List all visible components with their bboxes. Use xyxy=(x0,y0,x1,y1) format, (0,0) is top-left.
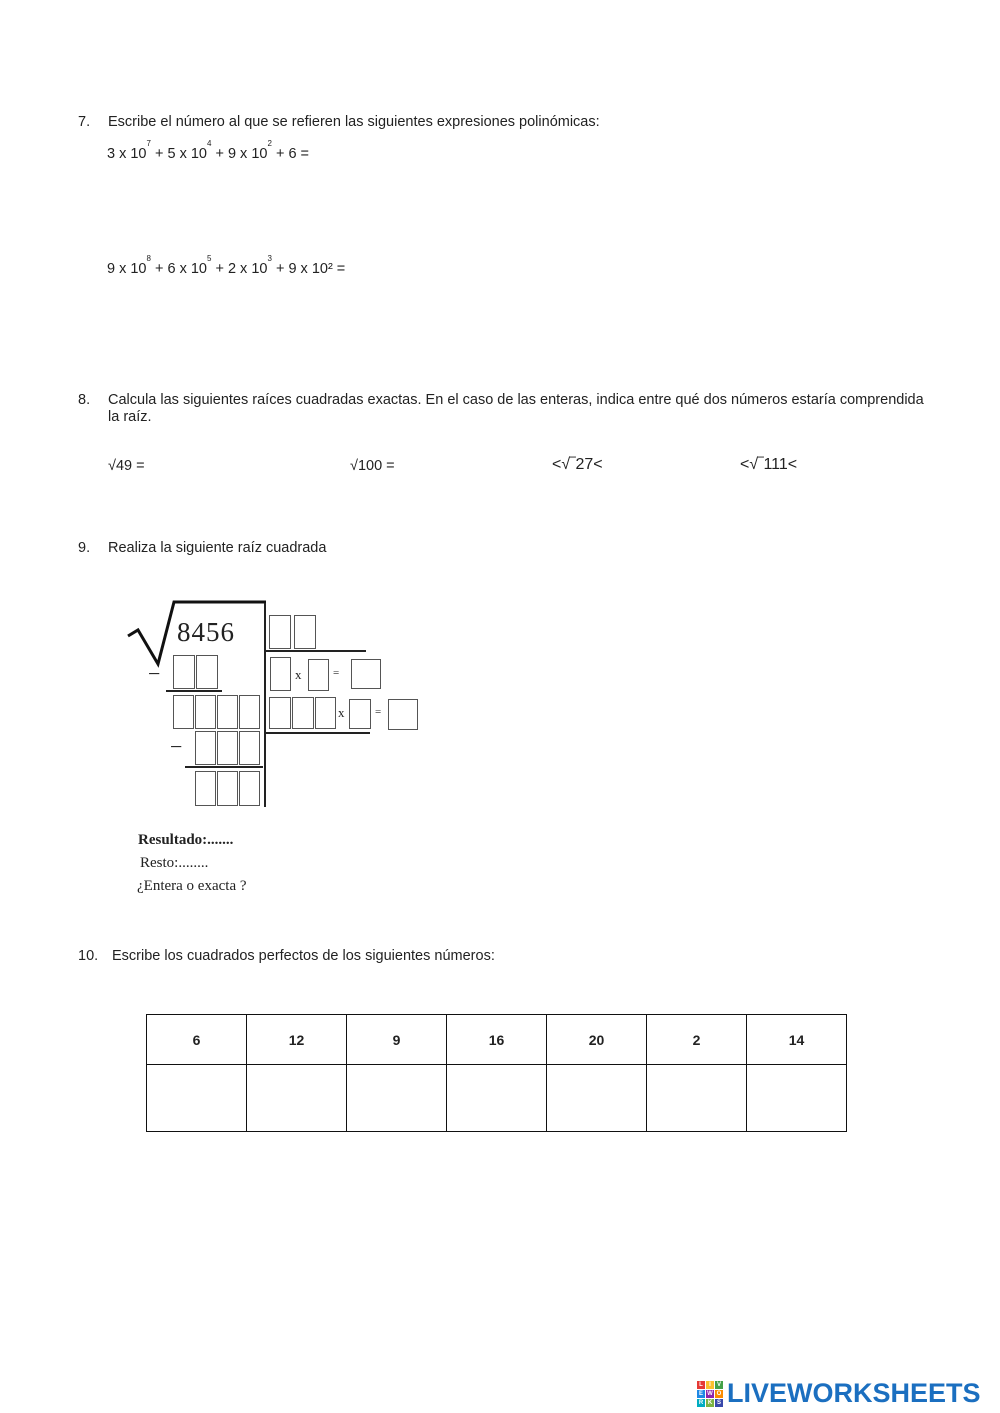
table-header-cell: 9 xyxy=(347,1015,447,1065)
times-sign-2: x xyxy=(338,705,345,720)
helper-box-2a[interactable] xyxy=(269,697,291,729)
q7-answer-2[interactable] xyxy=(360,257,660,281)
subtract-line-1 xyxy=(166,690,222,692)
q8-root-27-range: <√‾27< xyxy=(552,456,603,473)
remainder-box-1b[interactable] xyxy=(195,695,216,729)
helper-box-1b[interactable] xyxy=(308,659,329,691)
remainder-box-1d[interactable] xyxy=(239,695,260,729)
table-header-cell: 14 xyxy=(747,1015,847,1065)
logo-text: LIVEWORKSHEETS xyxy=(727,1378,981,1408)
q9-instruction: Realiza la siguiente raíz cuadrada xyxy=(108,540,327,556)
final-remainder-box-a[interactable] xyxy=(195,771,216,806)
table-header-cell: 12 xyxy=(247,1015,347,1065)
answer-cell[interactable] xyxy=(347,1065,447,1132)
helper-underline xyxy=(266,732,370,734)
table-answer-row xyxy=(147,1065,847,1132)
q10-number: 10. xyxy=(78,948,99,964)
q7-number: 7. xyxy=(78,114,91,130)
q7-expression-1: 3 x $10^7 + 5$ x $10^4 + 9$ x $10^2 + 6$ = xyxy=(107,139,310,162)
q8-instruction-line1: Calcula las siguientes raíces cuadradas exactas. En el caso de las enteras, indica entre qué dos números estaría comprendida xyxy=(108,392,924,408)
helper-box-1a[interactable] xyxy=(270,657,291,691)
minus-sign-1: − xyxy=(148,661,161,686)
q8-number: 8. xyxy=(78,392,91,408)
remainder-box-1c[interactable] xyxy=(217,695,238,729)
helper-box-2b[interactable] xyxy=(292,697,314,729)
liveworksheets-logo xyxy=(697,1378,981,1409)
radicand: 8456 xyxy=(177,617,235,647)
subtract-box-2b[interactable] xyxy=(217,731,238,765)
q8-root-111-range: <√‾111< xyxy=(740,456,798,473)
table-header-cell: 16 xyxy=(447,1015,547,1065)
equals-sign-2: = xyxy=(375,706,382,718)
q7-instruction: Escribe el número al que se refieren las siguientes expresiones polinómicas: xyxy=(108,114,600,130)
subtract-line-2 xyxy=(185,766,263,768)
helper-box-2d[interactable] xyxy=(349,699,371,729)
subtract-box-2c[interactable] xyxy=(239,731,260,765)
root-digit-box-2[interactable] xyxy=(294,615,316,649)
table-header-row xyxy=(147,1015,847,1065)
subtract-box-2a[interactable] xyxy=(195,731,216,765)
table-header-cell: 2 xyxy=(647,1015,747,1065)
divider-vertical xyxy=(264,603,266,807)
minus-sign-2: − xyxy=(170,734,183,759)
q7-expression-2: 9 x $10^8 + 6$ x $10^5 + 2$ x $10^3 + 9$ x 10² = xyxy=(107,254,346,277)
answer-cell[interactable] xyxy=(447,1065,547,1132)
equals-sign-1: = xyxy=(333,667,340,679)
root-digit-box-1[interactable] xyxy=(269,615,291,649)
answer-cell[interactable] xyxy=(547,1065,647,1132)
q8-instruction-line2: la raíz. xyxy=(108,409,152,425)
helper-result-2[interactable] xyxy=(388,699,418,730)
q7-answer-1[interactable] xyxy=(320,142,620,166)
q9-number: 9. xyxy=(78,540,91,556)
resultado-label: Resultado:....... xyxy=(138,832,234,848)
helper-result-1[interactable] xyxy=(351,659,381,689)
q8-root-49: √49 = xyxy=(108,458,145,474)
answer-cell[interactable] xyxy=(747,1065,847,1132)
final-remainder-box-c[interactable] xyxy=(239,771,260,806)
answer-cell[interactable] xyxy=(647,1065,747,1132)
answer-cell[interactable] xyxy=(247,1065,347,1132)
table-header-cell: 20 xyxy=(547,1015,647,1065)
final-remainder-box-b[interactable] xyxy=(217,771,238,806)
times-sign-1: x xyxy=(295,667,302,682)
remainder-box-1a[interactable] xyxy=(173,695,194,729)
q8-root-100: √100 = xyxy=(350,458,395,474)
table-header-cell: 6 xyxy=(147,1015,247,1065)
root-underline xyxy=(266,650,366,652)
subtract-box-1b[interactable] xyxy=(196,655,218,689)
entera-exacta-question: ¿Entera o exacta ? xyxy=(137,878,247,894)
subtract-box-1a[interactable] xyxy=(173,655,195,689)
logo-grid-icon: L I V E W O R K S xyxy=(698,1381,722,1406)
helper-box-2c[interactable] xyxy=(315,697,336,729)
answer-cell[interactable] xyxy=(147,1065,247,1132)
q10-instruction: Escribe los cuadrados perfectos de los siguientes números: xyxy=(112,948,495,964)
perfect-squares-table xyxy=(146,1014,847,1132)
resto-label: Resto:........ xyxy=(140,855,209,871)
